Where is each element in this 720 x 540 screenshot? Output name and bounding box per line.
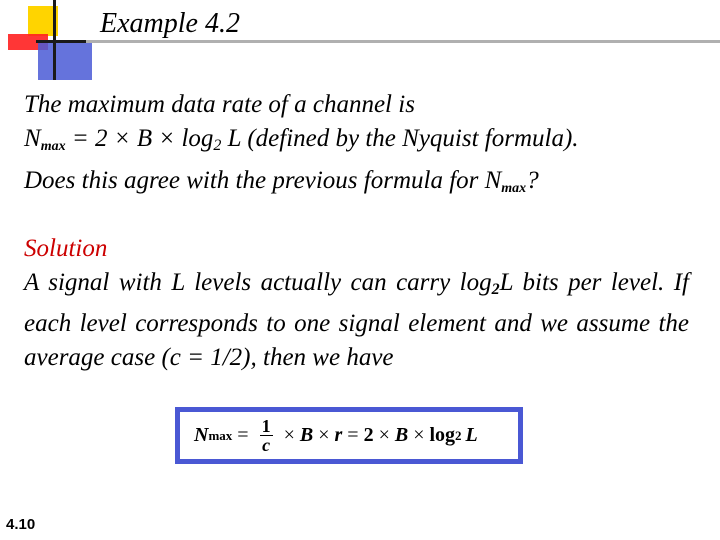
solution-text: A signal with L levels actually can carry log2L bits per level. If each level corresponds to one signal element and we assume the average case (c = 1/2), then we have — [24, 269, 689, 371]
problem-line-2: $N_{max} = 2 \times B \times \log 2$ L (defined by the Nyquist formula). — [24, 125, 579, 154]
slide-title: Example 4.2 — [100, 8, 240, 39]
solution-block — [24, 232, 689, 375]
formula-box — [175, 407, 523, 464]
solution-heading: Solution — [24, 235, 108, 262]
problem-statement — [24, 88, 694, 206]
decor-blue-square — [38, 40, 92, 80]
formula-fraction: $\frac{1}{c}$ — [261, 416, 271, 455]
problem-line-3: Does this agree with the previous formula for $N_{max}$? — [24, 167, 539, 196]
title-underline — [36, 40, 720, 43]
page-number: 4.10 — [6, 516, 36, 533]
nyquist-formula: N max = $\frac{1}{c}$ × B × r = 2 × B × log 2 L — [180, 412, 518, 459]
title-underline-dark — [36, 40, 86, 43]
problem-line-1: The maximum data rate of a channel is — [24, 91, 415, 118]
